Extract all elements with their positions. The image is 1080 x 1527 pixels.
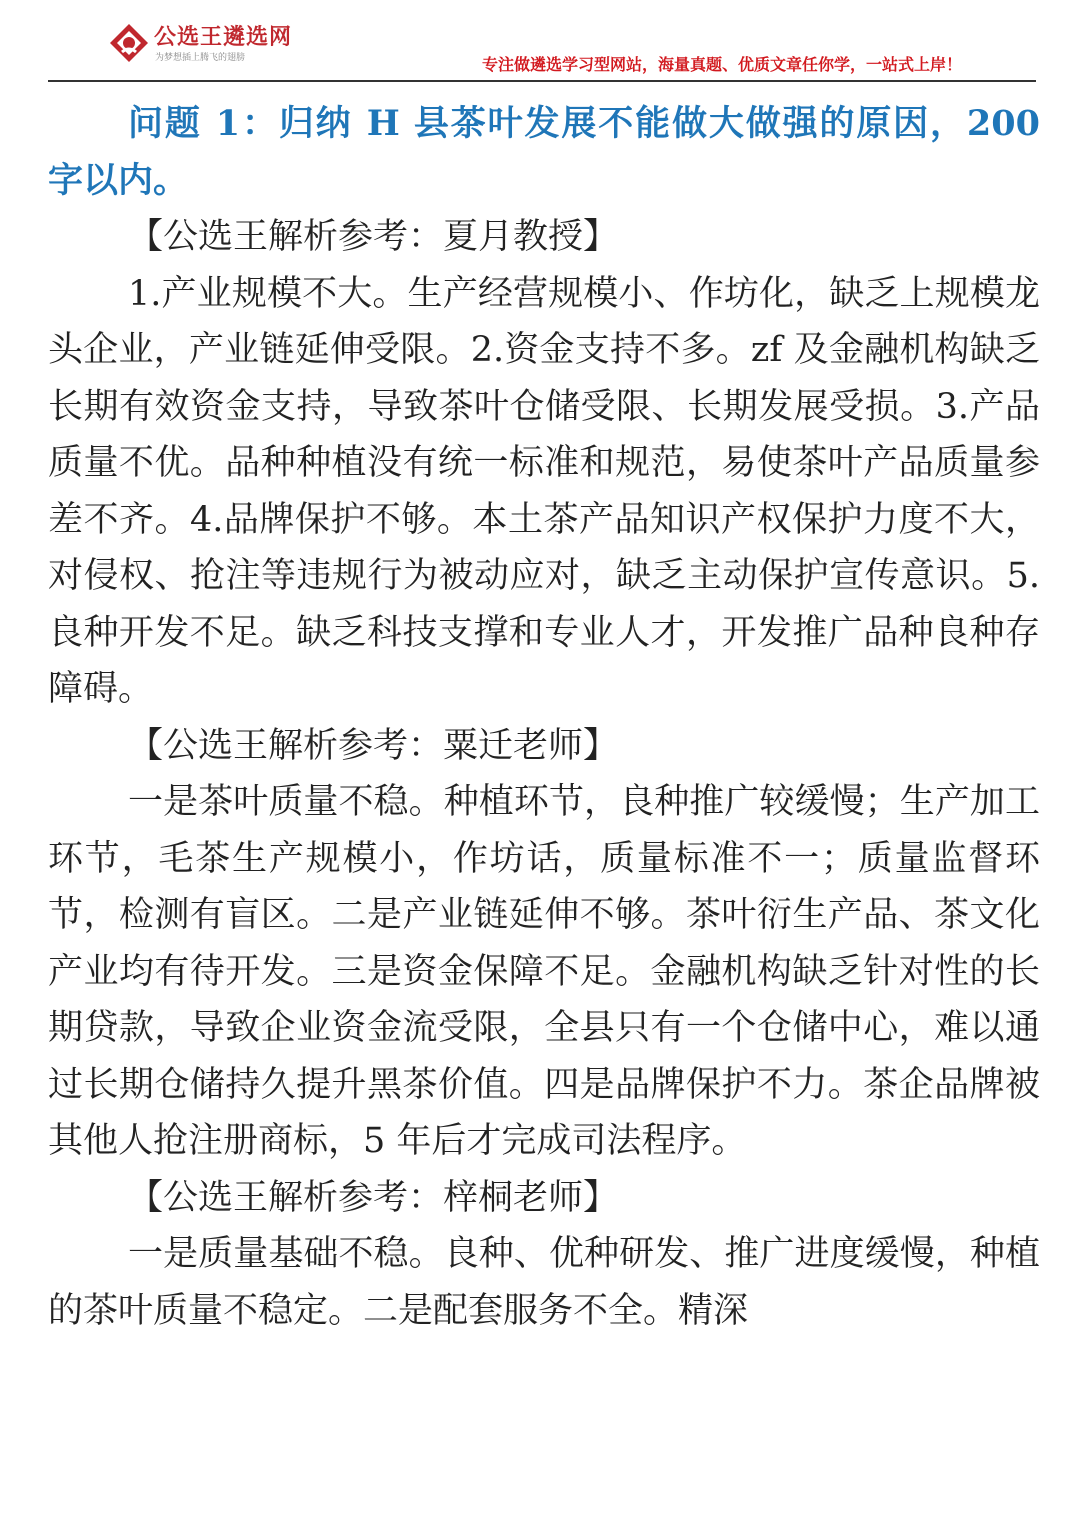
analysis-reference-heading: 【公选王解析参考：梓桐老师】	[128, 1177, 619, 1218]
page-header	[0, 0, 1080, 86]
header-tagline: 专注做遴选学习型网站，海量真题、优质文章任你学，一站式上岸！	[481, 55, 962, 74]
analysis-answer-paragraph: 一是茶叶质量不稳。种植环节，良种推广较缓慢；生产加工环节，毛茶生产规模小，作坊话，质量标准不一；质量监督环节，检测有盲区。二是产业链延伸不够。茶叶衍生产品、茶文化产业均有待开发。三是资金保障不足。金融机构缺乏针对性的长期贷款，导致企业资金流受限，全县只有一个仓储中心，难以通过长期仓储持久提升黑茶价值。四是品牌保护不力。茶企品牌被其他人抢注册商标，5 年后才完成司法程序。	[48, 782, 1040, 1161]
analysis-answer-paragraph: 1.产业规模不大。生产经营规模小、作坊化，缺乏上规模龙头企业，产业链延伸受限。2.资金支持不多。zf 及金融机构缺乏长期有效资金支持，导致茶叶仓储受限、长期发展受损。3.产品质量不优。品种种植没有统一标准和规范，易使茶叶产品质量参差不齐。4.品牌保护不够。本土茶产品知识产权保护力度不大，对侵权、抢注等违规行为被动应对，缺乏主动保护宣传意识。5.良种开发不足。缺乏科技支撑和专业人才，开发推广品种良种存障碍。	[48, 273, 1040, 709]
analysis-answer-paragraph: 一是质量基础不稳。良种、优种研发、推广进度缓慢，种植的茶叶质量不稳定。二是配套服务不全。精深	[48, 1234, 1040, 1331]
brand-slogan: 为梦想插上腾飞的翅膀	[155, 53, 246, 63]
logo-icon	[108, 22, 150, 64]
analysis-reference-heading: 【公选王解析参考：夏月教授】	[128, 217, 619, 257]
question-heading: 问题 1：归纳 H 县茶叶发展不能做大做强的原因，200 字以内。	[48, 103, 1040, 201]
analysis-reference-heading: 【公选王解析参考：粟迁老师】	[128, 725, 619, 766]
document-body	[48, 96, 1040, 1339]
brand-name: 公选王遴选网	[154, 25, 293, 50]
header-divider	[48, 80, 1036, 82]
